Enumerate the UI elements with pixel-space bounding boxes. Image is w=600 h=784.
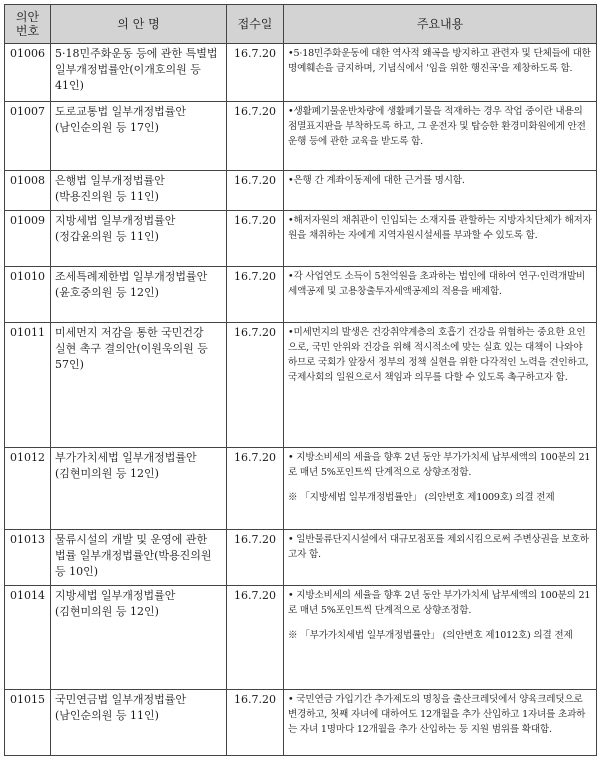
bill-title: 미세먼지 저감을 통한 국민건강 실현 촉구 결의안(이원욱의원 등 57인) [51,323,227,448]
content-text: •은행 간 계좌이동제에 대한 근거를 명시함. [288,175,465,186]
table-row [5,171,597,211]
prerequisite-note: ※ 「지방세법 일부개정법률안」 (의안번호 제1009호) 의결 전제 [288,492,555,503]
table-row [5,530,597,586]
received-date: 16.7.20 [227,586,284,690]
header-bill-number [5,5,51,44]
table-row [5,211,597,267]
bill-number: 01012 [5,448,51,530]
content-text: •각 사업연도 소득이 5천억원을 초과하는 법인에 대하여 연구·인력개발비 세액공제 및 고용창출투자세액공제의 적용을 배제함. [288,271,586,297]
received-date: 16.7.20 [227,171,284,211]
received-date: 16.7.20 [227,690,284,756]
main-content [284,586,597,690]
content-text: •미세먼지의 발생은 건강취약계층의 호흡기 건강을 위협하는 중요한 요인으로, 국민 안위와 건강을 위해 적시적소에 맞는 실효 있는 대책이 나와야 하므로 국회가 앞장서 정부의 정책 실현을 위한 다각적인 노력을 견인하고, 국제사회의 일원으로서 책임과 의무를 다할 수 있도록 촉구하고자 함. [288,327,589,383]
bill-title: 5·18민주화운동 등에 관한 특별법 일부개정법률안(이개호의원 등 41인) [51,44,227,102]
bill-title: 국민연금법 일부개정법률안(남인순의원 등 11인) [51,690,227,756]
content-text: •5·18민주화운동에 대한 역사적 왜곡을 방지하고 관련자 및 단체들에 대한 명예훼손을 금지하며, 기념식에서 '임을 위한 행진곡'을 제창하도록 함. [288,48,591,74]
received-date: 16.7.20 [227,323,284,448]
table-row [5,44,597,102]
main-content [284,267,597,323]
bill-number: 01007 [5,102,51,171]
table-row [5,586,597,690]
bill-title: 은행법 일부개정법률안(박용진의원 등 11인) [51,171,227,211]
received-date: 16.7.20 [227,44,284,102]
bill-title: 물류시설의 개발 및 운영에 관한 법률 일부개정법률안(박용진의원 등 10인) [51,530,227,586]
bill-number: 01006 [5,44,51,102]
main-content [284,211,597,267]
content-text: • 일반물류단지시설에서 대규모점포를 제외시킴으로써 주변상권을 보호하고자 함. [288,534,589,560]
bill-title: 지방세법 일부개정법률안(정갑윤의원 등 11인) [51,211,227,267]
main-content [284,530,597,586]
received-date: 16.7.20 [227,267,284,323]
bill-number: 01015 [5,690,51,756]
table-row [5,267,597,323]
bill-number: 01008 [5,171,51,211]
table-row [5,448,597,530]
table-header-row [5,5,597,44]
content-text: • 지방소비세의 세율을 향후 2년 동안 부가가치세 납부세액의 100분의 21로 매년 5%포인트씩 단계적으로 상향조정함. [288,590,591,616]
bill-title: 부가가치세법 일부개정법률안(김현미의원 등 12인) [51,448,227,530]
main-content [284,448,597,530]
main-content [284,323,597,448]
main-content [284,171,597,211]
bill-table-container [4,4,596,756]
content-text: • 국민연금 가입기간 추가제도의 명칭을 출산크레딧에서 양육크레딧으로 변경하고, 첫째 자녀에 대하여도 12개월을 추가 산입하고 1자녀를 초과하는 자녀 1명마다 12개월을 추가 산입하는 등 지원 범위를 확대함. [288,694,586,735]
bill-title: 도로교통법 일부개정법률안(남인순의원 등 17인) [51,102,227,171]
main-content [284,44,597,102]
header-received-date: 접수일 [227,5,284,44]
header-bill-number-label: 의안 번호 [15,10,40,38]
bill-number: 01013 [5,530,51,586]
main-content [284,690,597,756]
received-date: 16.7.20 [227,211,284,267]
bill-number: 01011 [5,323,51,448]
main-content [284,102,597,171]
header-main-content: 주요내용 [284,5,597,44]
content-text: •해저자원의 채취관이 인입되는 소재지를 관할하는 지방자치단체가 해저자원을 채취하는 자에게 지역자원시설세를 부과할 수 있도록 함. [288,215,592,241]
bill-table [4,4,597,756]
received-date: 16.7.20 [227,102,284,171]
content-text: •생활폐기물운반차량에 생활폐기물을 적재하는 경우 작업 중이란 내용의 점멸표지판을 부착하도록 하고, 그 운전자 및 탑승한 환경미화원에게 안전운행 등에 관한 교육을 받도록 함. [288,106,586,147]
bill-title: 지방세법 일부개정법률안(김현미의원 등 12인) [51,586,227,690]
bill-number: 01010 [5,267,51,323]
header-bill-title: 의 안 명 [51,5,227,44]
table-row [5,690,597,756]
received-date: 16.7.20 [227,530,284,586]
table-row [5,323,597,448]
bill-number: 01009 [5,211,51,267]
received-date: 16.7.20 [227,448,284,530]
content-text: • 지방소비세의 세율을 향후 2년 동안 부가가치세 납부세액의 100분의 21로 매년 5%포인트씩 단계적으로 상향조정함. [288,452,591,478]
bill-number: 01014 [5,586,51,690]
prerequisite-note: ※ 「부가가치세법 일부개정법률안」 (의안번호 제1012호) 의결 전제 [288,630,573,641]
table-row [5,102,597,171]
bill-title: 조세특례제한법 일부개정법률안(윤호중의원 등 12인) [51,267,227,323]
